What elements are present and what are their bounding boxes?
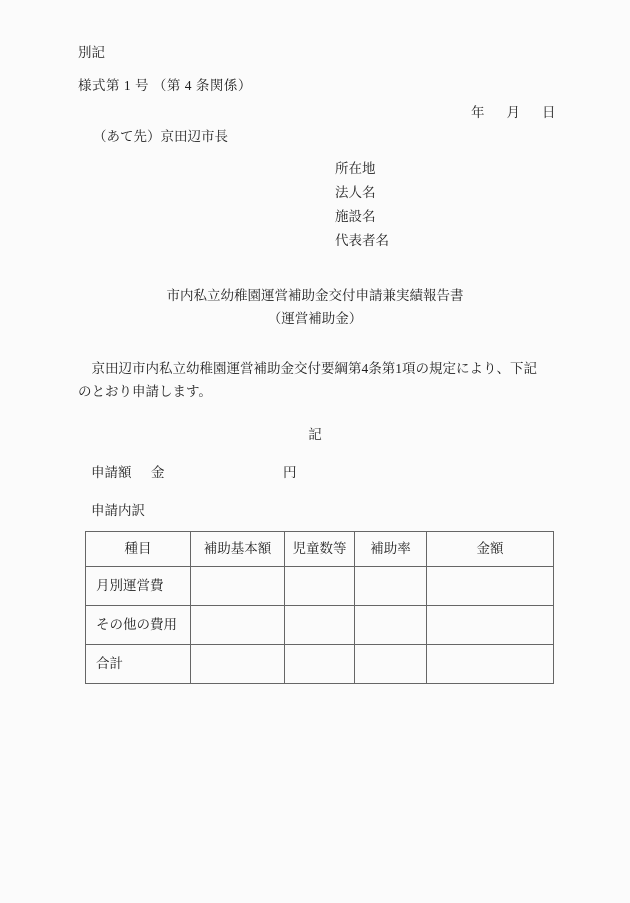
sender-field-location: 所在地 bbox=[335, 161, 376, 176]
empty-cell bbox=[191, 645, 285, 684]
body-paragraph-line-1: 京田辺市内私立幼稚園運営補助金交付要綱第4条第1項の規定により、下記 bbox=[78, 361, 537, 376]
addressee: （あて先）京田辺市長 bbox=[93, 129, 228, 144]
amount-currency-suffix: 円 bbox=[283, 465, 297, 480]
doc-title: 市内私立幼稚園運営補助金交付申請兼実績報告書 bbox=[166, 288, 464, 303]
date-day-label: 日 bbox=[542, 105, 556, 120]
empty-cell bbox=[355, 645, 427, 684]
sender-field-representative: 代表者名 bbox=[335, 233, 389, 248]
amount-label: 申請額 bbox=[91, 465, 132, 480]
empty-cell bbox=[427, 645, 554, 684]
empty-cell bbox=[355, 606, 427, 645]
row-label-total: 合計 bbox=[86, 645, 191, 684]
sender-field-facility: 施設名 bbox=[335, 209, 376, 224]
header-cell-amount: 金額 bbox=[427, 532, 554, 567]
table-header-row bbox=[86, 532, 554, 567]
body-paragraph bbox=[78, 357, 562, 403]
empty-cell bbox=[427, 606, 554, 645]
sender-block bbox=[335, 157, 389, 253]
amount-currency-prefix: 金 bbox=[151, 465, 165, 480]
header-cell-base-amount: 補助基本額 bbox=[191, 532, 285, 567]
breakdown-table bbox=[85, 531, 554, 684]
empty-cell bbox=[355, 567, 427, 606]
date-line bbox=[471, 105, 556, 121]
section-marker: 記 bbox=[308, 427, 322, 442]
breakdown-label: 申請内訳 bbox=[91, 503, 145, 518]
date-year-label: 年 bbox=[471, 105, 485, 120]
amount-line bbox=[0, 465, 630, 481]
table-row bbox=[86, 606, 554, 645]
header-cell-category: 種目 bbox=[86, 532, 191, 567]
doc-subtitle: （運営補助金） bbox=[267, 311, 363, 326]
form-number: 様式第 1 号 （第 4 条関係） bbox=[78, 78, 252, 93]
body-paragraph-line-2: のとおり申請します。 bbox=[78, 384, 212, 399]
header-cell-child-count: 児童数等 bbox=[285, 532, 355, 567]
empty-cell bbox=[191, 606, 285, 645]
empty-cell bbox=[285, 567, 355, 606]
empty-cell bbox=[427, 567, 554, 606]
empty-cell bbox=[285, 645, 355, 684]
header-cell-subsidy-rate: 補助率 bbox=[355, 532, 427, 567]
doc-note: 別記 bbox=[78, 45, 105, 60]
date-month-label: 月 bbox=[506, 105, 520, 120]
sender-field-corporation: 法人名 bbox=[335, 185, 376, 200]
empty-cell bbox=[191, 567, 285, 606]
empty-cell bbox=[285, 606, 355, 645]
table-row bbox=[86, 645, 554, 684]
table-row bbox=[86, 567, 554, 606]
row-label-monthly-operating: 月別運営費 bbox=[86, 567, 191, 606]
row-label-other-expenses: その他の費用 bbox=[86, 606, 191, 645]
